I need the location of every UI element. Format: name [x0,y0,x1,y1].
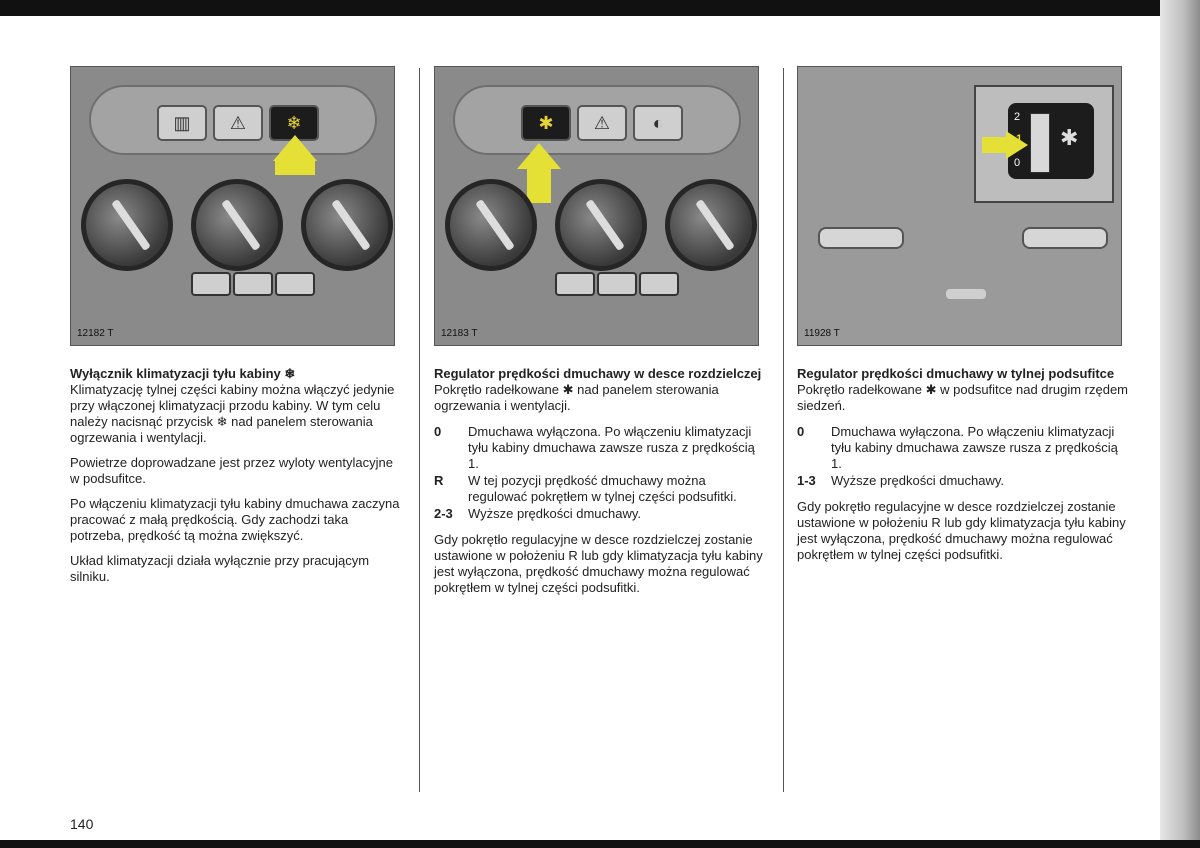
section-heading: Regulator prędkości dmuchawy w tylnej podsufitce [797,366,1115,381]
figure-code: 11928 T [804,328,840,339]
column-divider-2 [783,68,784,792]
position-list [797,424,1132,489]
paragraph: Pokrętło radełkowane ✱ nad panelem sterowania ogrzewania i wentylacji. [434,382,719,413]
item-text: W tej pozycji prędkość dmuchawy można regulować pokrętłem w tylnej części podsufitki. [468,473,737,504]
paragraph: Po włączeniu klimatyzacji tyłu kabiny dmuchawa zaczyna pracować z małą prędkością. Gdy zachodzi taka potrzeba, prędkość tą można zwiększyć. [70,496,400,543]
fan-speed-knob [555,179,647,271]
recirculation-button [191,272,231,296]
item-key: R [434,473,444,488]
light-icon: ◐ [633,105,683,141]
air-distribution-knob [665,179,757,271]
section-heading: Regulator prędkości dmuchawy w desce rozdzielczej [434,366,762,381]
ac-button [233,272,273,296]
section-heading: Wyłącznik klimatyzacji tyłu kabiny ❄ [70,366,296,381]
figure-12183 [434,66,759,346]
ceiling-light [946,289,986,299]
rear-window-button [275,272,315,296]
hazard-icon: ⚠ [577,105,627,141]
column-1 [70,66,400,585]
small-button-row [555,272,679,296]
item-text: Wyższe prędkości dmuchawy. [831,473,1005,488]
column-3 [797,66,1132,563]
air-distribution-knob [301,179,393,271]
page-number: 140 [70,816,94,832]
arrow-right-icon [1006,131,1028,159]
dial-label: 0 [1014,157,1021,169]
dial-label: 2 [1014,111,1021,123]
list-item [797,473,1132,489]
small-button-row [191,272,315,296]
item-key: 1-3 [797,473,816,488]
item-key: 2-3 [434,506,453,521]
fan-icon: ✱ [1060,125,1079,150]
top-dark-strip [0,0,1200,16]
figure-code: 12183 T [441,328,478,339]
col1-text [70,366,400,585]
arrow-stem [275,161,315,175]
rear-defrost-icon: ▥ [157,105,207,141]
item-text: Dmuchawa wyłączona. Po włączeniu klimatyzacji tyłu kabiny dmuchawa zawsze rusza z prędkością 1. [831,424,1118,471]
paragraph: Klimatyzację tylnej części kabiny można włączyć jedynie przy włączonej klimatyzacji przodu kabiny. W tym celu należy nacisnąć przycisk ❄ nad panelem sterowania ogrzewania i wentylacji. [70,382,395,445]
paragraph: Gdy pokrętło regulacyjne w desce rozdzielczej zostanie ustawione w położeniu R lub gdy klimatyzacja tyłu kabiny jest wyłączona, prędkość dmuchawy można regulować pokrętłem w tylnej części podsufitki. [434,532,763,595]
item-key: 0 [434,424,442,439]
col3-text [797,366,1132,563]
rear-window-button [639,272,679,296]
arrow-stem [982,137,1006,153]
knob-row [81,179,393,271]
hazard-icon: ⚠ [213,105,263,141]
paragraph: Pokrętło radełkowane ✱ w podsufitce nad drugim rzędem siedzeń. [797,382,1129,413]
dial-label: 1 [1016,133,1023,145]
figure-11928 [797,66,1122,346]
temperature-knob [81,179,173,271]
item-text: Wyższe prędkości dmuchawy. [468,506,642,521]
figure-12182 [70,66,395,346]
figure-code: 12182 T [77,328,114,339]
column-2 [434,66,764,596]
paragraph: Powietrze doprowadzane jest przez wyloty wentylacyjne w podsufitce. [70,455,393,486]
ac-button [597,272,637,296]
air-vent-left [818,227,904,249]
item-text: Dmuchawa wyłączona. Po włączeniu klimatyzacji tyłu kabiny dmuchawa zawsze rusza z prędkością 1. [468,424,755,471]
bottom-dark-strip [0,840,1200,848]
arrow-up-icon [517,143,561,169]
col2-text [434,366,764,596]
dial-strip [1030,113,1050,173]
paragraph: Gdy pokrętło regulacyjne w desce rozdzielczej zostanie ustawione w położeniu R lub gdy klimatyzacja tyłu kabiny jest wyłączona, prędkość dmuchawy można regulować pokrętłem w tylnej części podsufitki. [797,499,1126,562]
column-divider-1 [419,68,420,792]
list-item [434,424,764,472]
list-item [434,473,764,505]
rear-ac-icon: ❄ [269,105,319,141]
page-binding-edge [1160,0,1200,848]
item-key: 0 [797,424,805,439]
fan-regulator-icon: ✱ [521,105,571,141]
knob-row [445,179,757,271]
air-vent-right [1022,227,1108,249]
arrow-up-icon [273,135,317,161]
fan-speed-knob [191,179,283,271]
position-list [434,424,764,522]
recirculation-button [555,272,595,296]
list-item [434,506,764,522]
button-row [521,105,683,141]
paragraph: Układ klimatyzacji działa wyłącznie przy pracującym silniku. [70,553,370,584]
temperature-knob [445,179,537,271]
list-item [797,424,1132,472]
